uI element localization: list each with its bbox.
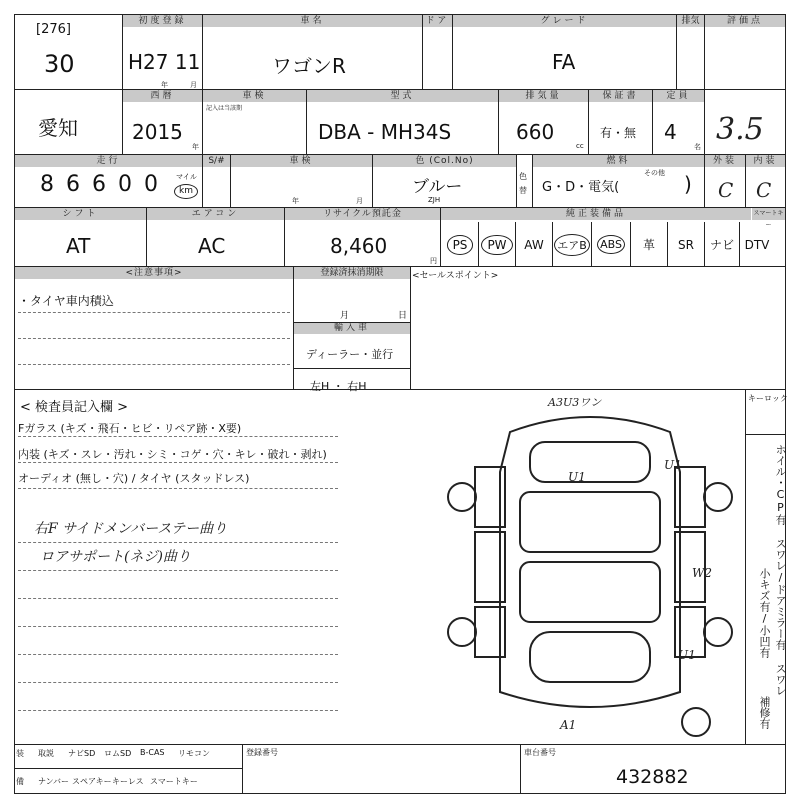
mileage-digit: 0	[144, 172, 158, 197]
sidebar-text3: 補修有	[758, 696, 771, 729]
year-value: 2015	[132, 120, 183, 144]
car-name: ワゴンR	[272, 54, 346, 78]
small-label: 排気	[677, 15, 704, 27]
ac-label: エアコン	[147, 208, 284, 220]
reg-year-unit: 年	[161, 81, 168, 89]
score-value: 3.5	[716, 112, 764, 147]
mileage-digit: 6	[66, 172, 80, 197]
equip-navi: ナビ	[705, 222, 740, 267]
reg-month-unit: 月	[190, 81, 197, 89]
model-value: DBA - MH34S	[318, 120, 452, 144]
shaken-note: 記入は当該期	[206, 105, 243, 112]
rear-right-wheel	[704, 618, 732, 646]
equipment-label: 純正装備品	[441, 208, 751, 220]
recycle-value: 8,460	[330, 234, 388, 258]
equip-aw: AW	[516, 222, 553, 267]
equip-leather: 革	[631, 222, 668, 267]
caution-label: <注意事項>	[15, 267, 293, 279]
handwriting-line1: 右F サイドメンバーステー曲り	[34, 521, 228, 537]
footer-equip-row2: 備 ナンバー スペアキー キーレス スマートキー	[16, 777, 198, 786]
caution-item: ・タイヤ車内積込	[18, 294, 114, 308]
inspection-label: 車検	[231, 155, 372, 167]
month-label: 月	[340, 311, 350, 321]
color-change-label: 色替	[519, 172, 527, 195]
equip-airbag: エアB	[553, 222, 592, 267]
color-label: 色 (Col.No)	[373, 155, 516, 167]
valid-period-label: 登録済抹消期限	[294, 267, 410, 279]
roof-rear	[520, 562, 660, 622]
s-label: S/#	[203, 155, 230, 167]
interior-label: 内装	[746, 155, 785, 167]
sidebar-vertical-text: ホイル・CP有 スワレ/ドアミラー有 スワレ	[774, 444, 787, 696]
keyless-label: スマートキー	[753, 210, 784, 229]
footer-equip-row1: 装 取説 ナビSD ロムSD B-CAS リモコン	[16, 748, 210, 758]
inspector-title: < 検査員記入欄 >	[20, 400, 129, 415]
import-value: ディーラー・並行	[306, 348, 394, 361]
location: 愛知	[38, 116, 78, 140]
fuel-other-label: その他	[644, 169, 665, 177]
handle-value: 左H ・ 右H	[310, 380, 367, 393]
equip-abs: ABS	[592, 222, 631, 267]
year-unit: 年	[192, 143, 199, 151]
color-value: ブルー	[412, 177, 463, 197]
shift-label: シフト	[15, 208, 146, 220]
color-code: ZJH	[428, 196, 441, 204]
equip-pw: PW	[479, 222, 516, 267]
lot-label: [276]	[36, 22, 71, 37]
chassis-label: 車台番号	[524, 748, 556, 757]
recycle-unit: 円	[430, 257, 437, 265]
equipment-list	[442, 222, 786, 267]
cc-label: 排気量	[499, 90, 588, 102]
sidebar-text2: 小キズ有/小凹有	[758, 568, 771, 658]
recycle-label: リサイクル預託金	[285, 208, 440, 220]
mark-u1-b: U1	[664, 458, 682, 472]
day-label: 日	[398, 311, 408, 321]
grade: FA	[552, 50, 576, 74]
lot-number: 30	[44, 50, 75, 78]
mark-a1: A1	[560, 718, 577, 732]
hood	[530, 442, 650, 482]
reg-date-label: 初度登録	[123, 15, 202, 27]
reg-no-label: 登録番号	[246, 748, 278, 757]
inspection-month-unit: 月	[356, 197, 363, 205]
warranty-label: 保証書	[589, 90, 652, 102]
capacity-value: 4	[664, 120, 677, 144]
mileage-label: 走行	[15, 155, 202, 167]
equip-sr: SR	[668, 222, 705, 267]
mileage-digit: 6	[92, 172, 106, 197]
grade-label: グレード	[453, 15, 676, 27]
inspector-line3: オーディオ (無し・穴) / タイヤ (スタッドレス)	[18, 472, 250, 485]
rear-left-wheel	[448, 618, 476, 646]
spare-wheel	[682, 708, 710, 736]
exterior-label: 外装	[705, 155, 745, 167]
mileage-digit: 0	[118, 172, 132, 197]
inspector-line1: Fガラス (キズ・飛石・ヒビ・リペア跡・X要)	[18, 422, 242, 435]
import-label: 輸入車	[294, 322, 410, 334]
shift-value: AT	[66, 234, 91, 258]
interior-value: C	[756, 178, 772, 202]
chassis-value: 432882	[616, 766, 689, 788]
roof-front	[520, 492, 660, 552]
mark-u1-a: U1	[568, 470, 586, 484]
reg-date: H27 11	[128, 50, 201, 74]
mileage-unit-mile: マイル	[176, 173, 197, 181]
mileage-digits	[40, 172, 158, 197]
equip-dtv: DTV	[744, 237, 770, 252]
year-label: 西暦	[123, 90, 202, 102]
handwriting-line2: ロアサポート(ネジ)曲り	[40, 549, 191, 565]
mark-u1-c: U1	[678, 648, 696, 662]
model-label: 型式	[307, 90, 498, 102]
exterior-value: C	[718, 178, 734, 202]
mark-w2: W2	[692, 566, 712, 580]
trunk	[530, 632, 650, 682]
fuel-label: 燃料	[533, 155, 704, 167]
front-left-wheel	[448, 483, 476, 511]
mileage-unit-km: km	[174, 184, 198, 199]
mark-front: A3U3ワン	[548, 396, 602, 409]
cc-value: 660	[516, 120, 555, 144]
sales-point-label: <セールスポイント>	[412, 271, 499, 281]
fuel-value: G・D・電気(	[542, 180, 620, 195]
door-label: ドア	[423, 15, 452, 27]
car-name-label: 車名	[203, 15, 422, 27]
mileage-digit: 8	[40, 172, 54, 197]
capacity-label: 定員	[653, 90, 704, 102]
fuel-close: )	[684, 172, 692, 196]
inspector-line2: 内装 (キズ・スレ・汚れ・シミ・コゲ・穴・キレ・破れ・剥れ)	[18, 448, 327, 461]
cc-unit: cc	[576, 142, 584, 150]
inspection-year-unit: 年	[292, 197, 299, 205]
warranty-value: 有・無	[600, 126, 637, 140]
score-label: 評価点	[705, 15, 785, 27]
keylock-label: キーロック	[748, 394, 788, 403]
shaken-label: 車検	[203, 90, 306, 102]
ac-value: AC	[198, 234, 226, 258]
equip-ps: PS	[442, 222, 479, 267]
capacity-unit: 名	[694, 143, 701, 151]
front-right-wheel	[704, 483, 732, 511]
